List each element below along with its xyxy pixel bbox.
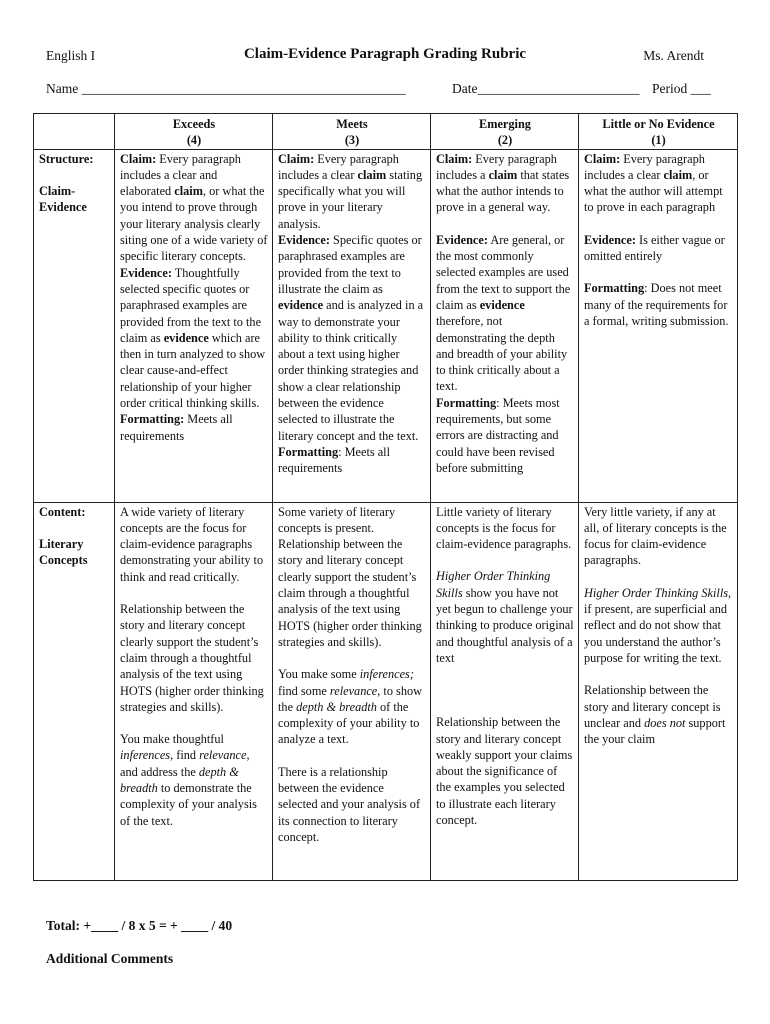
row-label-structure: Structure: Claim-Evidence: [34, 149, 115, 502]
col-header-emerging: Emerging (2): [431, 114, 579, 150]
corner-cell: [34, 114, 115, 150]
col-header-exceeds: Exceeds (4): [115, 114, 273, 150]
row-label-content: Content: Literary Concepts: [34, 502, 115, 880]
col-header-little: Little or No Evidence (1): [579, 114, 738, 150]
col-header-meets: Meets (3): [273, 114, 431, 150]
cell-content-emerging: Little variety of literary concepts is the focus for claim-evidence paragraphs. Higher Order Thinking Skills show you have not yet begun to challenge your thinking to produce original and thoughtful analysis of a text Relationship between the story and literary concept weakly support your claims about the significance of the examples you selected to illustrate each literary concept.: [431, 502, 579, 880]
additional-comments-label: Additional Comments: [46, 951, 174, 966]
cell-structure-little: Claim: Every paragraph includes a clear claim, or what the author will attempt to prove in each paragraph Evidence: Is either vague or omitted entirely Formatting: Does not meet many of the requirements for a formal, writing submission.: [579, 149, 738, 502]
name-field[interactable]: Name ________________________________________________: [46, 81, 406, 96]
rubric-table: [33, 113, 738, 881]
total-score[interactable]: Total: +____ / 8 x 5 = + ____ / 40: [46, 918, 233, 933]
table-row-structure: [34, 149, 738, 502]
cell-structure-emerging: Claim: Every paragraph includes a claim that states what the author intends to prove in a general way. Evidence: Are general, or the most commonly selected examples are used from the text to support the claim as evidence therefore, not demonstrating the depth and breadth of your ability to think critically about a text. Formatting: Meets most requirements, but some errors are distracting and could have been revised before submitting: [431, 149, 579, 502]
cell-structure-meets: Claim: Every paragraph includes a clear claim stating specifically what you will prove in your literary analysis. Evidence: Specific quotes or paraphrased examples are provided from the text to illustrate the claim as evidence and is analyzed in a way to demonstrate your ability to think critically about a text using higher order thinking strategies and show a clear relationship between the evidence selected to illustrate the literary concept and the text. Formatting: Meets all requirements: [273, 149, 431, 502]
cell-content-exceeds: A wide variety of literary concepts are the focus for claim-evidence paragraphs demonstrating your ability to think and read critically. Relationship between the story and literary concept clearly support the student’s claim through a thoughtful analysis of the text using HOTS (higher order thinking strategies and skills). You make thoughtful inferences, find relevance, and address the depth & breadth to demonstrate the complexity of your analysis of the text.: [115, 502, 273, 880]
header-row: [34, 114, 738, 150]
table-row-content: [34, 502, 738, 880]
cell-content-little: Very little variety, if any at all, of literary concepts is the focus for claim-evidence paragraphs. Higher Order Thinking Skills, if present, are superficial and reflect and do not show that you understand the author’s purpose for writing the text. Relationship between the story and literary concept is unclear and does not support the your claim: [579, 502, 738, 880]
period-field[interactable]: Period ___: [652, 81, 711, 96]
cell-structure-exceeds: Claim: Every paragraph includes a clear and elaborated claim, or what the you intend to prove through your literary analysis clearly siting one of a wide variety of specific literary concepts. Evidence: Thoughtfully selected specific quotes or paraphrased examples are provided from the text to the claim as evidence which are then in turn analyzed to show clear cause-and-effect relationship of your higher order critical thinking skills. Formatting: Meets all requirements: [115, 149, 273, 502]
course-name: English I: [46, 48, 96, 63]
teacher-name: Ms. Arendt: [643, 48, 704, 63]
date-field[interactable]: Date________________________: [452, 81, 640, 96]
cell-content-meets: Some variety of literary concepts is present. Relationship between the story and literary concept clearly support the student’s claim through a thoughtful analysis of the text using HOTS (higher order thinking strategies and skills). You make some inferences; find some relevance, to show the depth & breadth of the complexity of your ability to analyze a text. There is a relationship between the evidence selected and your analysis of its connection to literary concept.: [273, 502, 431, 880]
page-title: Claim-Evidence Paragraph Grading Rubric: [243, 46, 527, 62]
